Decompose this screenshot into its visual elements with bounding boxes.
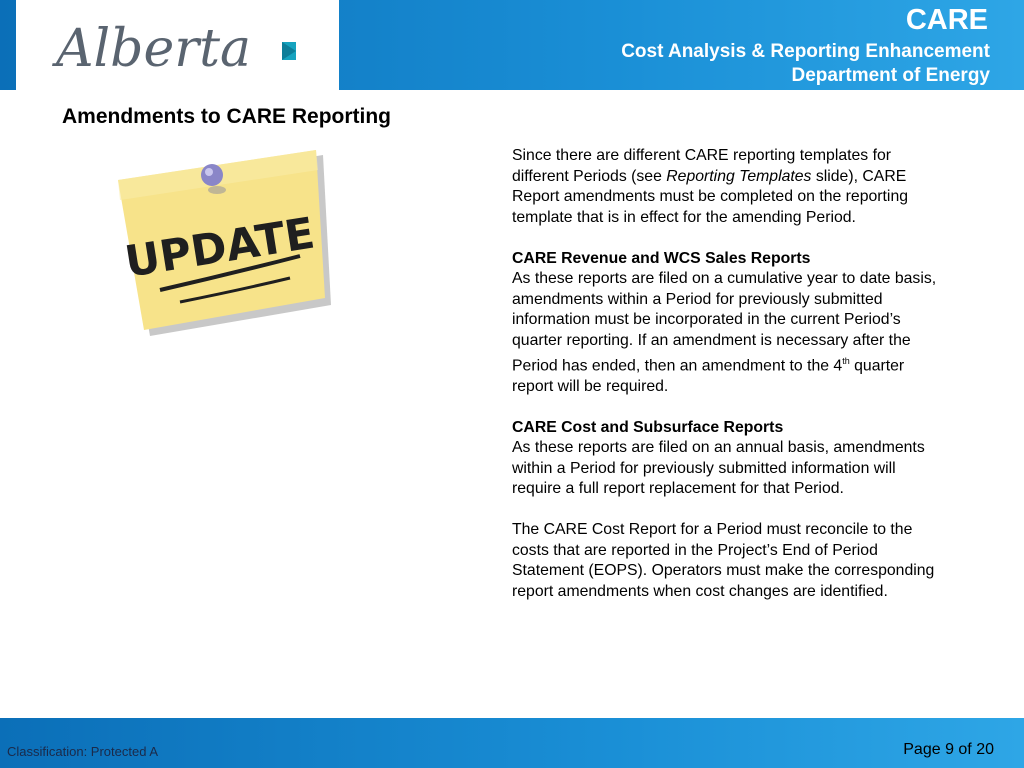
svg-text:Alberta: Alberta (56, 19, 251, 79)
section1-paragraph: As these reports are filed on a cumulative year to date basis, amendments within a Period for previously submitted information must be incorporated in the current Period’s quarter reporting. If an amendment is necessary after the Period has ended, then an amendment to the 4th quarter report will be required. (512, 270, 937, 395)
section1-heading: CARE Revenue and WCS Sales Reports (512, 249, 811, 267)
alberta-logo-graphic (16, 0, 339, 90)
body-text (512, 146, 937, 602)
header-subtitle-line1: Cost Analysis & Reporting Enhancement (621, 41, 990, 62)
alberta-logo (16, 0, 339, 90)
reporting-templates-ref: Reporting Templates (666, 167, 812, 185)
header-title: CARE (905, 4, 988, 36)
header-subtitle (621, 40, 990, 88)
header-bar (0, 0, 1024, 90)
section2-paragraph: As these reports are filed on an annual basis, amendments within a Period for previously submitted information will require a full report replacement for that Period. (512, 439, 925, 498)
classification-label: Classification: Protected A (7, 744, 159, 759)
footer-bar (0, 718, 1024, 768)
svg-text:UPDATE: UPDATE (121, 208, 318, 288)
header-subtitle-line2: Department of Energy (791, 65, 990, 86)
update-sticky-note-image (110, 150, 340, 340)
closing-paragraph: The CARE Cost Report for a Period must reconcile to the costs that are reported in the Project’s End of Period Statement (EOPS). Operators must make the corresponding report amendments when cost changes are identified. (512, 521, 935, 600)
section2-heading: CARE Cost and Subsurface Reports (512, 418, 784, 436)
page-title: Amendments to CARE Reporting (62, 105, 392, 128)
intro-paragraph: Since there are different CARE reporting templates for different Periods (see Reporting Templates slide), CARE Report amendments must be completed on the reporting template that is in effect for the amending Period. (512, 147, 909, 226)
page-number: Page 9 of 20 (903, 741, 994, 758)
